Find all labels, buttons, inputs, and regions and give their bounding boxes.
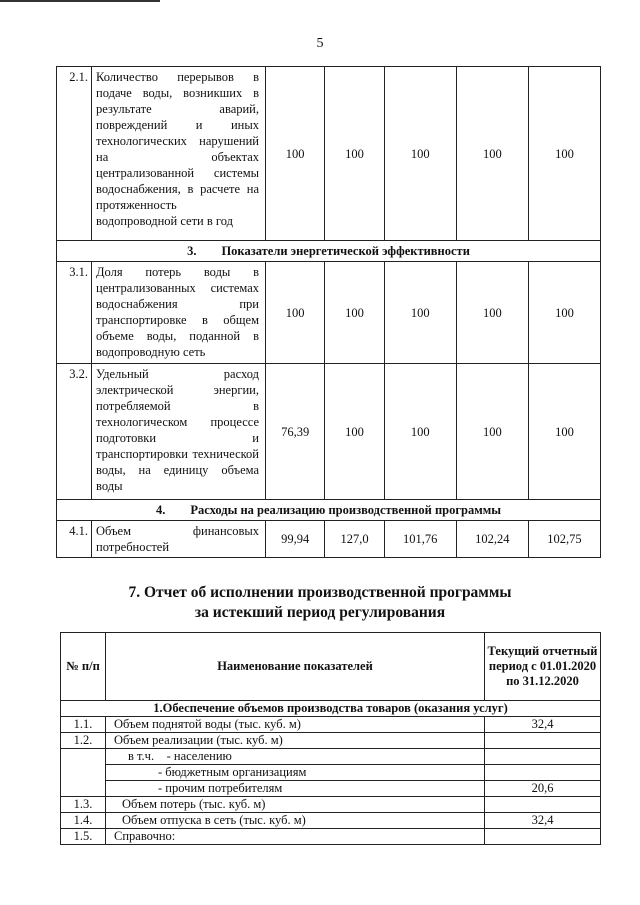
table-row xyxy=(61,781,601,797)
row-number: 1.5. xyxy=(61,829,106,845)
indicator-name: Объем реализации (тыс. куб. м) xyxy=(106,733,485,749)
indicator-value: 100 xyxy=(528,67,600,241)
section-7-heading xyxy=(0,583,640,623)
indicator-value: 127,0 xyxy=(325,521,384,558)
column-header-number: № п/п xyxy=(61,633,106,701)
indicator-value: 100 xyxy=(266,262,325,364)
table-row xyxy=(61,829,601,845)
indicator-value: 20,6 xyxy=(485,781,601,797)
heading-line: 7. Отчет об исполнении производственной программы xyxy=(128,584,512,601)
indicator-value xyxy=(485,733,601,749)
section-title: 4. Расходы на реализацию производственной программы xyxy=(57,500,601,521)
indicator-name: Количество перерывов в подаче воды, возникших в результате аварий, повреждений и иных технологических нарушений на объектах централизованной системы водоснабжения, в расчете на протяженность водопроводной сети в год xyxy=(92,67,266,241)
indicator-name: - прочим потребителям xyxy=(106,781,485,797)
table-row xyxy=(61,765,601,781)
row-number: 4.1. xyxy=(57,521,92,558)
indicator-value: 100 xyxy=(325,364,384,500)
indicator-value: 99,94 xyxy=(266,521,325,558)
row-number xyxy=(61,749,106,765)
indicator-value: 100 xyxy=(528,364,600,500)
column-header-period: Текущий отчетный период с 01.01.2020 по 31.12.2020 xyxy=(485,633,601,701)
indicator-name: Доля потерь воды в централизованных системах водоснабжения при транспортировке в общем объеме воды, поданной в водопроводную сеть xyxy=(92,262,266,364)
indicator-value: 100 xyxy=(528,262,600,364)
indicator-value: 100 xyxy=(266,67,325,241)
indicator-value: 100 xyxy=(384,262,456,364)
column-header-name: Наименование показателей xyxy=(106,633,485,701)
table-row xyxy=(57,67,601,241)
indicator-value: 102,24 xyxy=(456,521,528,558)
table-row xyxy=(61,733,601,749)
heading-line: за истекший период регулирования xyxy=(194,604,446,621)
row-number: 1.4. xyxy=(61,813,106,829)
indicators-table xyxy=(56,66,601,558)
table-row xyxy=(61,813,601,829)
indicator-value: 32,4 xyxy=(485,717,601,733)
header-row xyxy=(61,633,601,701)
indicator-value: 100 xyxy=(456,67,528,241)
indicator-value: 100 xyxy=(456,262,528,364)
row-number: 1.3. xyxy=(61,797,106,813)
indicator-name: Объем потерь (тыс. куб. м) xyxy=(106,797,485,813)
indicator-value: 100 xyxy=(384,364,456,500)
indicator-name: - бюджетным организациям xyxy=(106,765,485,781)
indicator-name: в т.ч. - населению xyxy=(106,749,485,765)
indicator-name: Объем отпуска в сеть (тыс. куб. м) xyxy=(106,813,485,829)
indicator-value: 100 xyxy=(325,262,384,364)
indicator-name: Справочно: xyxy=(106,829,485,845)
table-row xyxy=(57,262,601,364)
row-number: 3.2. xyxy=(57,364,92,500)
section-title: 3. Показатели энергетической эффективности xyxy=(57,241,601,262)
indicator-value: 100 xyxy=(325,67,384,241)
indicator-name: Объем поднятой воды (тыс. куб. м) xyxy=(106,717,485,733)
section-row xyxy=(61,701,601,717)
table-row xyxy=(61,797,601,813)
indicator-value: 101,76 xyxy=(384,521,456,558)
row-number: 1.1. xyxy=(61,717,106,733)
row-number: 2.1. xyxy=(57,67,92,241)
indicator-value: 76,39 xyxy=(266,364,325,500)
indicator-value: 32,4 xyxy=(485,813,601,829)
indicator-name: Удельный расход электрической энергии, потребляемой в технологическом процессе подготовки и транспортировки технической воды, на единицу объема воды xyxy=(92,364,266,500)
section-row xyxy=(57,241,601,262)
indicator-value xyxy=(485,765,601,781)
row-number xyxy=(61,765,106,781)
row-number xyxy=(61,781,106,797)
indicator-value: 102,75 xyxy=(528,521,600,558)
table-row xyxy=(61,717,601,733)
indicator-value: 100 xyxy=(384,67,456,241)
section-row xyxy=(57,500,601,521)
indicator-value xyxy=(485,749,601,765)
row-number: 1.2. xyxy=(61,733,106,749)
indicator-value xyxy=(485,829,601,845)
indicator-value xyxy=(485,797,601,813)
page-number: 5 xyxy=(316,36,324,51)
indicator-value: 100 xyxy=(456,364,528,500)
row-number: 3.1. xyxy=(57,262,92,364)
table-row xyxy=(57,521,601,558)
table-row xyxy=(61,749,601,765)
report-table xyxy=(60,632,601,845)
section-title: 1.Обеспечение объемов производства товаров (оказания услуг) xyxy=(61,701,601,717)
top-rule xyxy=(0,0,160,2)
table-row xyxy=(57,364,601,500)
indicator-name: Объем финансовых потребностей xyxy=(92,521,266,558)
